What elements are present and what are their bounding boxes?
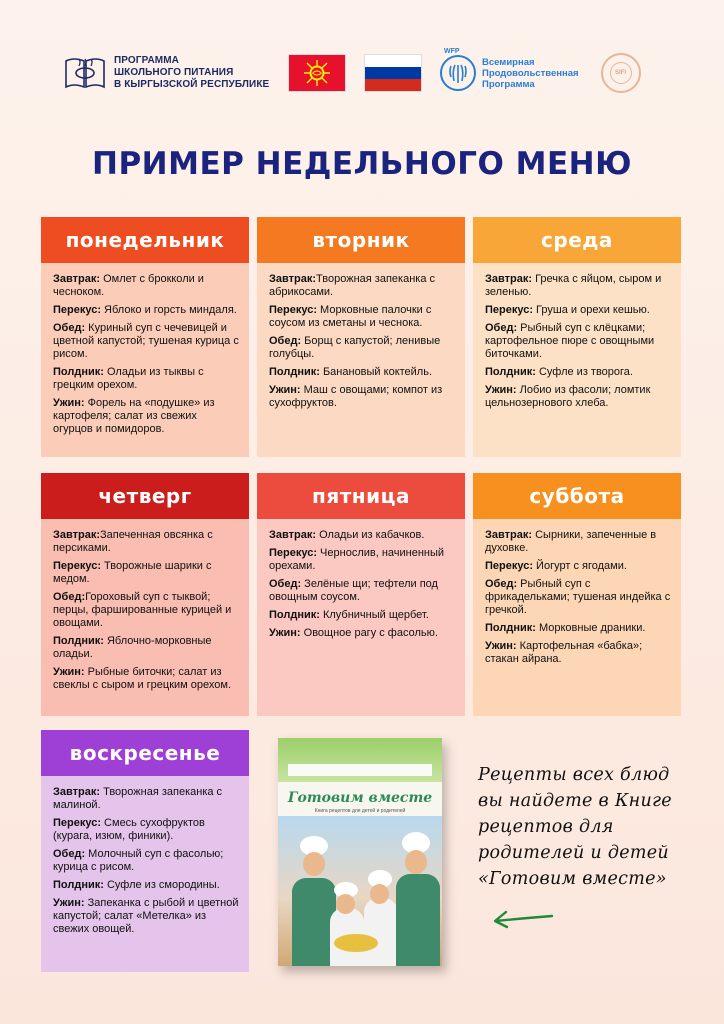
day-card-thursday — [41, 473, 249, 716]
family-cooking-photo — [278, 816, 442, 966]
recipe-book-cover — [278, 738, 442, 966]
meal-row — [53, 879, 239, 892]
meal-text: Зелёные щи; тефтели под овощным соусом. — [269, 578, 438, 603]
meal-row — [269, 547, 455, 573]
meal-label: Ужин: — [269, 627, 301, 639]
face — [405, 850, 427, 874]
child-figure — [364, 898, 398, 966]
meal-label: Завтрак: — [269, 529, 317, 541]
meal-label: Полдник: — [269, 609, 320, 621]
meal-row — [485, 304, 671, 317]
meal-text: Суфле из творога. — [535, 366, 633, 378]
day-card-saturday — [473, 473, 681, 716]
menu-list — [473, 263, 681, 457]
meal-row — [269, 384, 455, 410]
meal-text: Картофельная «бабка»; стакан айрана. — [485, 640, 643, 665]
meal-label: Перекус: — [53, 560, 101, 572]
meal-label: Ужин: — [53, 897, 85, 909]
meal-label: Обед: — [269, 578, 302, 590]
meal-label: Полдник: — [53, 879, 104, 891]
meal-label: Полдник: — [485, 366, 536, 378]
meal-row — [485, 640, 671, 666]
meal-row — [269, 273, 455, 299]
day-card-friday — [257, 473, 465, 716]
menu-list — [257, 263, 465, 457]
book-title: Готовим вместе — [287, 790, 433, 806]
arrow-left-icon — [490, 904, 556, 934]
meal-row — [485, 529, 671, 555]
meal-text: Клубничный щербет. — [319, 609, 429, 621]
program-line-2: ШКОЛЬНОГО ПИТАНИЯ — [114, 67, 234, 78]
meal-text: Творожные шарики с медом. — [53, 560, 212, 585]
menu-list — [473, 519, 681, 716]
meal-label: Перекус: — [269, 547, 317, 559]
meal-label: Перекус: — [53, 304, 101, 316]
meal-row — [485, 384, 671, 410]
book-promo-text — [478, 762, 683, 892]
meal-text: Яблочно-морковные оладьи. — [53, 635, 212, 660]
meal-text: Груша и орехи кешью. — [533, 304, 650, 316]
wfp-line-2: Продовольственная — [482, 67, 579, 79]
meal-row — [53, 848, 239, 874]
meal-text: Морковные палочки с соусом из сметаны и чеснока. — [269, 304, 432, 329]
program-line-3: В КЫРГЫЗСКОЙ РЕСПУБЛИКЕ — [114, 79, 270, 90]
meal-text: Молочный суп с фасолью; курица с рисом. — [53, 848, 224, 873]
meal-row — [485, 273, 671, 299]
sifi-label: SIFI — [610, 62, 632, 84]
book-subtitle: Книга рецептов для детей и родителей — [314, 808, 406, 814]
meal-row — [269, 366, 455, 379]
meal-label: Полдник: — [485, 622, 536, 634]
school-program-logo-icon — [62, 53, 108, 93]
meal-text: Куриный суп с чечевицей и цветной капустой; тушеная курица с рисом. — [53, 322, 239, 360]
book-logo-bar — [288, 764, 432, 776]
meal-label: Перекус: — [269, 304, 317, 316]
meal-text: Чернослив, начиненный орехами. — [269, 547, 445, 572]
meal-text: Рыбные биточки; салат из свеклы с сыром и грецким орехом. — [53, 666, 232, 691]
wfp-logo — [440, 48, 579, 91]
day-title: пятница — [257, 473, 465, 519]
book-header-band — [278, 738, 442, 782]
meal-row — [269, 578, 455, 604]
menu-list — [41, 263, 249, 457]
meal-text: Рыбный суп с фрикадельками; тушеная индейка с гречкой. — [485, 578, 671, 616]
meal-label: Ужин: — [485, 384, 517, 396]
day-card-tuesday — [257, 217, 465, 457]
face — [370, 884, 389, 904]
meal-text: Рыбный суп с клёцками; картофельное пюре с овощными биточками. — [485, 322, 655, 360]
food-bowl-icon — [334, 934, 378, 952]
meal-row — [269, 529, 455, 542]
meal-label: Полдник: — [53, 635, 104, 647]
day-title: понедельник — [41, 217, 249, 263]
meal-label: Завтрак: — [53, 529, 101, 541]
wfp-line-3: Программа — [482, 78, 535, 90]
meal-text: Смесь сухофруктов (курага, изюм, финики). — [53, 817, 205, 842]
meal-text: Творожная запеканка с малиной. — [53, 786, 223, 811]
meal-label: Ужин: — [53, 397, 85, 409]
meal-row — [53, 635, 239, 661]
day-title: среда — [473, 217, 681, 263]
meal-text: Овощное рагу с фасолью. — [300, 627, 438, 639]
meal-row — [53, 560, 239, 586]
meal-row — [269, 335, 455, 361]
day-title: суббота — [473, 473, 681, 519]
meal-text: Банановый коктейль. — [319, 366, 433, 378]
menu-list — [41, 776, 249, 972]
promo-line: «Готовим вместе» — [478, 869, 667, 889]
wfp-tag: WFP — [444, 48, 460, 55]
meal-text: Гречка с яйцом, сыром и зеленью. — [485, 273, 662, 298]
meal-text: Гороховый суп с тыквой; перцы, фаршированные курицей и овощами. — [53, 591, 232, 629]
meal-text: Лобио из фасоли; ломтик цельнозернового хлеба. — [485, 384, 651, 409]
meal-label: Завтрак: — [485, 273, 533, 285]
meal-label: Ужин: — [269, 384, 301, 396]
meal-row — [53, 897, 239, 936]
meal-text: Омлет с брокколи и чесноком. — [53, 273, 204, 298]
meal-text: Сырники, запеченные в духовке. — [485, 529, 657, 554]
meal-label: Полдник: — [269, 366, 320, 378]
header — [62, 48, 694, 98]
meal-row — [485, 560, 671, 573]
meal-label: Завтрак: — [53, 273, 101, 285]
meal-text: Йогурт с ягодами. — [533, 560, 627, 572]
meal-text: Запеканка с рыбой и цветной капустой; салат «Метелка» из свежих овощей. — [53, 897, 239, 935]
meal-row — [485, 322, 671, 361]
meal-row — [53, 591, 239, 630]
wfp-line-1: Всемирная — [482, 56, 535, 68]
meal-row — [269, 304, 455, 330]
meal-label: Ужин: — [53, 666, 85, 678]
school-program-logo — [62, 53, 274, 93]
meal-text: Творожная запеканка с абрикосами. — [269, 273, 435, 298]
meal-label: Ужин: — [485, 640, 517, 652]
day-title: воскресенье — [41, 730, 249, 776]
kyrgyz-flag-icon — [288, 54, 346, 92]
wfp-emblem-icon — [440, 48, 476, 91]
meal-label: Перекус: — [485, 560, 533, 572]
meal-row — [485, 366, 671, 379]
meal-row — [53, 817, 239, 843]
russian-flag-icon — [364, 54, 422, 92]
adult-figure — [396, 874, 440, 966]
meal-text: Запеченная овсянка с персиками. — [53, 529, 213, 554]
meal-row — [269, 627, 455, 640]
meal-row — [269, 609, 455, 622]
meal-row — [53, 273, 239, 299]
day-card-sunday — [41, 730, 249, 972]
meal-row — [53, 529, 239, 555]
meal-label: Обед: — [53, 322, 86, 334]
meal-label: Полдник: — [53, 366, 104, 378]
day-title: четверг — [41, 473, 249, 519]
meal-row — [485, 622, 671, 635]
promo-line: рецептов для — [478, 817, 614, 837]
meal-row — [53, 304, 239, 317]
meal-text: Оладьи из тыквы с грецким орехом. — [53, 366, 204, 391]
meal-text: Форель на «подушке» из картофеля; салат из свежих огурцов и помидоров. — [53, 397, 215, 435]
meal-text: Морковные драники. — [535, 622, 646, 634]
meal-row — [53, 786, 239, 812]
meal-label: Завтрак: — [269, 273, 317, 285]
face — [336, 894, 355, 914]
face — [303, 852, 325, 876]
day-title: вторник — [257, 217, 465, 263]
day-card-monday — [41, 217, 249, 457]
promo-line: родителей и детей — [478, 843, 669, 863]
meal-label: Обед: — [485, 322, 518, 334]
meal-row — [485, 578, 671, 617]
page-title: ПРИМЕР НЕДЕЛЬНОГО МЕНЮ — [92, 146, 632, 182]
meal-label: Перекус: — [485, 304, 533, 316]
meal-label: Завтрак: — [485, 529, 533, 541]
sifi-logo-icon — [601, 53, 641, 93]
meal-text: Яблоко и горсть миндаля. — [101, 304, 237, 316]
meal-label: Обед: — [485, 578, 518, 590]
program-line-1: ПРОГРАММА — [114, 55, 179, 66]
meal-row — [53, 366, 239, 392]
day-card-wednesday — [473, 217, 681, 457]
meal-label: Перекус: — [53, 817, 101, 829]
promo-line: вы найдете в Книге — [478, 791, 672, 811]
meal-text: Оладьи из кабачков. — [316, 529, 425, 541]
menu-list — [41, 519, 249, 716]
meal-row — [53, 397, 239, 436]
meal-row — [53, 322, 239, 361]
meal-row — [53, 666, 239, 692]
meal-label: Завтрак: — [53, 786, 101, 798]
meal-label: Обед: — [269, 335, 302, 347]
meal-label: Обед: — [53, 848, 86, 860]
meal-text: Маш с овощами; компот из сухофруктов. — [269, 384, 443, 409]
menu-list — [257, 519, 465, 716]
meal-text: Борщ с капустой; ленивые голубцы. — [269, 335, 441, 360]
promo-line: Рецепты всех блюд — [478, 765, 670, 785]
meal-label: Обед: — [53, 591, 86, 603]
meal-text: Суфле из смородины. — [103, 879, 220, 891]
